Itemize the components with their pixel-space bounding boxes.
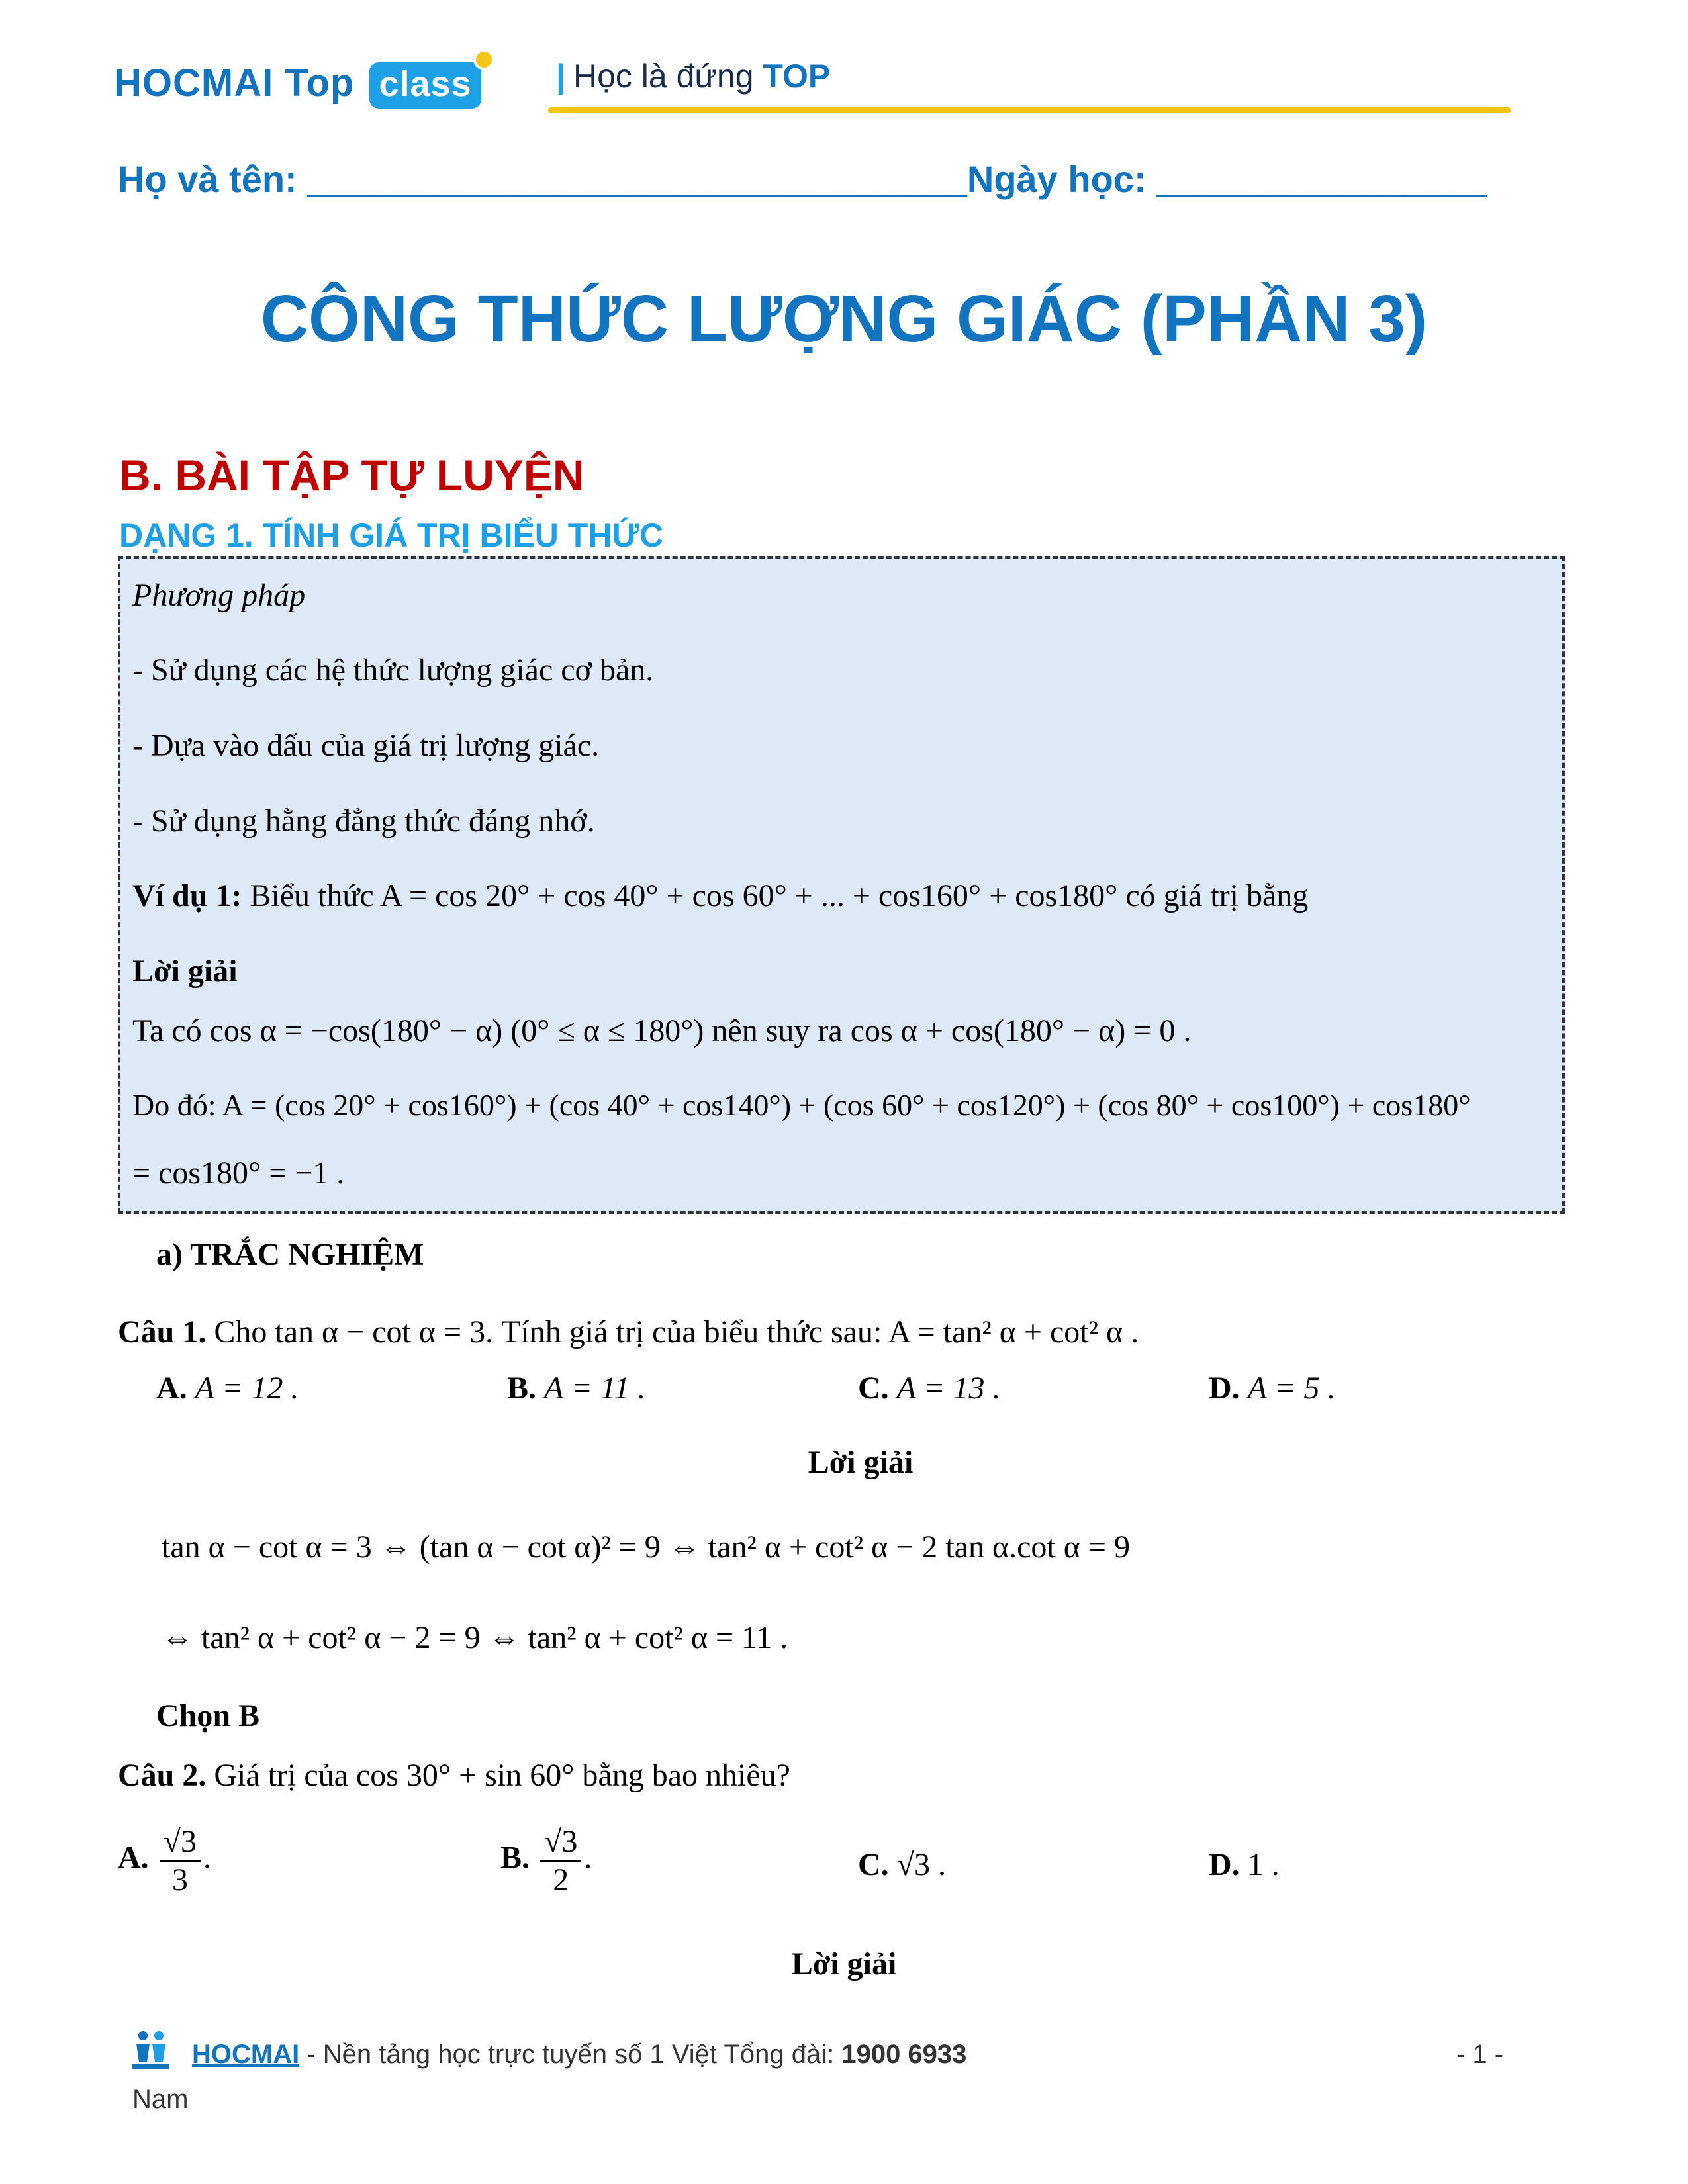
method-heading: Phương pháp [132,578,306,613]
q2-option-c-label: C. [858,1847,889,1882]
page-number: - 1 - [1456,2040,1504,2069]
q1-solution-label: Lời giải [808,1445,914,1480]
question-2-label: Câu 2. [118,1758,207,1793]
q2-option-a-numerator: √3 [160,1823,201,1862]
q2-option-b-denominator: 2 [553,1862,569,1897]
q1-option-d-value: A = 5 . [1247,1371,1336,1406]
q1-option-c-value: A = 13 . [896,1371,1001,1406]
question-1-label: Câu 1. [118,1314,207,1349]
q1-option-c-label: C. [858,1371,889,1406]
example-solution-line-2: Do đó: A = (cos 20° + cos160°) + (cos 40° + cos140°) + (cos 60° + cos120°) + (cos 80° + cos100°) + cos180° [132,1088,1471,1122]
question-1 [118,1314,1139,1350]
slogan-top: TOP [763,58,831,95]
q2-solution-label: Lời giải [791,1946,897,1981]
page-title: CÔNG THỨC LƯỢNG GIÁC (PHẦN 3) [260,282,1428,356]
logo-class-text: class [379,64,472,104]
slogan-bar: | [556,58,565,95]
footer-description: - Nền tảng học trực tuyến số 1 Việt Tổng đài: [299,2040,842,2069]
q2-option-d[interactable] [1209,1846,1280,1883]
q2-option-b-fraction [540,1823,581,1898]
q1-option-c[interactable] [858,1370,1001,1406]
q2-option-d-value: 1 . [1247,1847,1280,1882]
q1-solution-step-2: ⇔ tan² α + cot² α − 2 = 9 ⇔ tan² α + cot² α = 11 . [162,1620,788,1655]
question-1-text: Cho tan α − cot α = 3. Tính giá trị của biểu thức sau: A = tan² α + cot² α . [206,1314,1139,1349]
q1-choice: Chọn B [156,1698,260,1733]
q1-option-a-label: A. [156,1371,187,1406]
q2-option-c[interactable] [858,1846,946,1883]
method-item-3: - Sử dụng hằng đẳng thức đáng nhớ. [132,803,595,839]
footer-nam: Nam [132,2085,189,2114]
q1-option-b-label: B. [507,1371,537,1406]
mcq-heading: a) TRẮC NGHIỆM [156,1237,424,1272]
method-item-2: - Dựa vào dấu của giá trị lượng giác. [132,728,600,763]
topic-heading: DẠNG 1. TÍNH GIÁ TRỊ BIỂU THỨC [119,517,664,554]
q2-option-d-label: D. [1209,1847,1240,1882]
question-2-text: Giá trị của cos 30° + sin 60° bằng bao nhiêu? [206,1758,790,1793]
q1-option-b[interactable] [507,1370,645,1406]
hocmai-footer-icon [130,2028,172,2070]
q2-option-b[interactable]: B. $\frac{√3}{2}$ . [500,1824,592,1897]
hocmai-topclass-logo [114,61,481,109]
header-underline [548,107,1511,113]
example-solution-line-3: = cos180° = −1 . [132,1156,345,1191]
date-field[interactable]: Ngày học: ________________ [966,158,1487,200]
q1-option-a-value: A = 12 . [195,1371,299,1406]
q2-option-a-denominator: 3 [171,1862,188,1897]
footer-phone: 1900 6933 [841,2040,967,2069]
q2-option-a-label: A. [118,1840,149,1876]
q1-option-d[interactable] [1209,1370,1336,1406]
example-1 [132,878,1308,914]
q1-option-a[interactable] [156,1370,299,1406]
logo-class-badge [369,62,481,109]
q1-solution-step-1: tan α − cot α = 3 ⇔ (tan α − cot α)² = 9 ⇔ tan² α + cot² α − 2 tan α.cot α = 9 [162,1529,1130,1565]
q1-option-d-label: D. [1209,1371,1240,1406]
name-field[interactable]: Họ và tên: ________________________________ [118,158,967,200]
q2-option-c-value: √3 . [896,1847,947,1882]
q2-option-a-fraction [160,1823,201,1898]
footer-brand-link[interactable]: HOCMAI [192,2040,300,2069]
example-solution-label: Lời giải [132,954,238,989]
slogan-text: Học là đứng [573,58,763,95]
example-label: Ví dụ 1: [132,878,242,913]
q2-option-b-label: B. [500,1840,530,1876]
example-text: Biểu thức A = cos 20° + cos 40° + cos 60° + ... + cos160° + cos180° có giá trị bằng [242,878,1309,913]
q2-option-b-numerator: √3 [540,1823,581,1862]
sun-icon [473,49,494,70]
q1-option-b-value: A = 11 . [544,1371,646,1406]
method-item-1: - Sử dụng các hệ thức lượng giác cơ bản. [132,653,654,688]
slogan [556,57,830,95]
section-heading: B. BÀI TẬP TỰ LUYỆN [119,451,585,500]
logo-top-text: Top [285,62,355,105]
example-solution-line-1: Ta có cos α = −cos(180° − α) (0° ≤ α ≤ 180°) nên suy ra cos α + cos(180° − α) = 0 . [132,1013,1192,1048]
question-2 [118,1757,790,1794]
student-info-row [118,158,1486,201]
q2-option-a[interactable]: A. $\frac{√3}{3}$ . [118,1824,212,1897]
footer-text [192,2040,966,2070]
logo-hocmai-text: HOCMAI [114,62,274,105]
